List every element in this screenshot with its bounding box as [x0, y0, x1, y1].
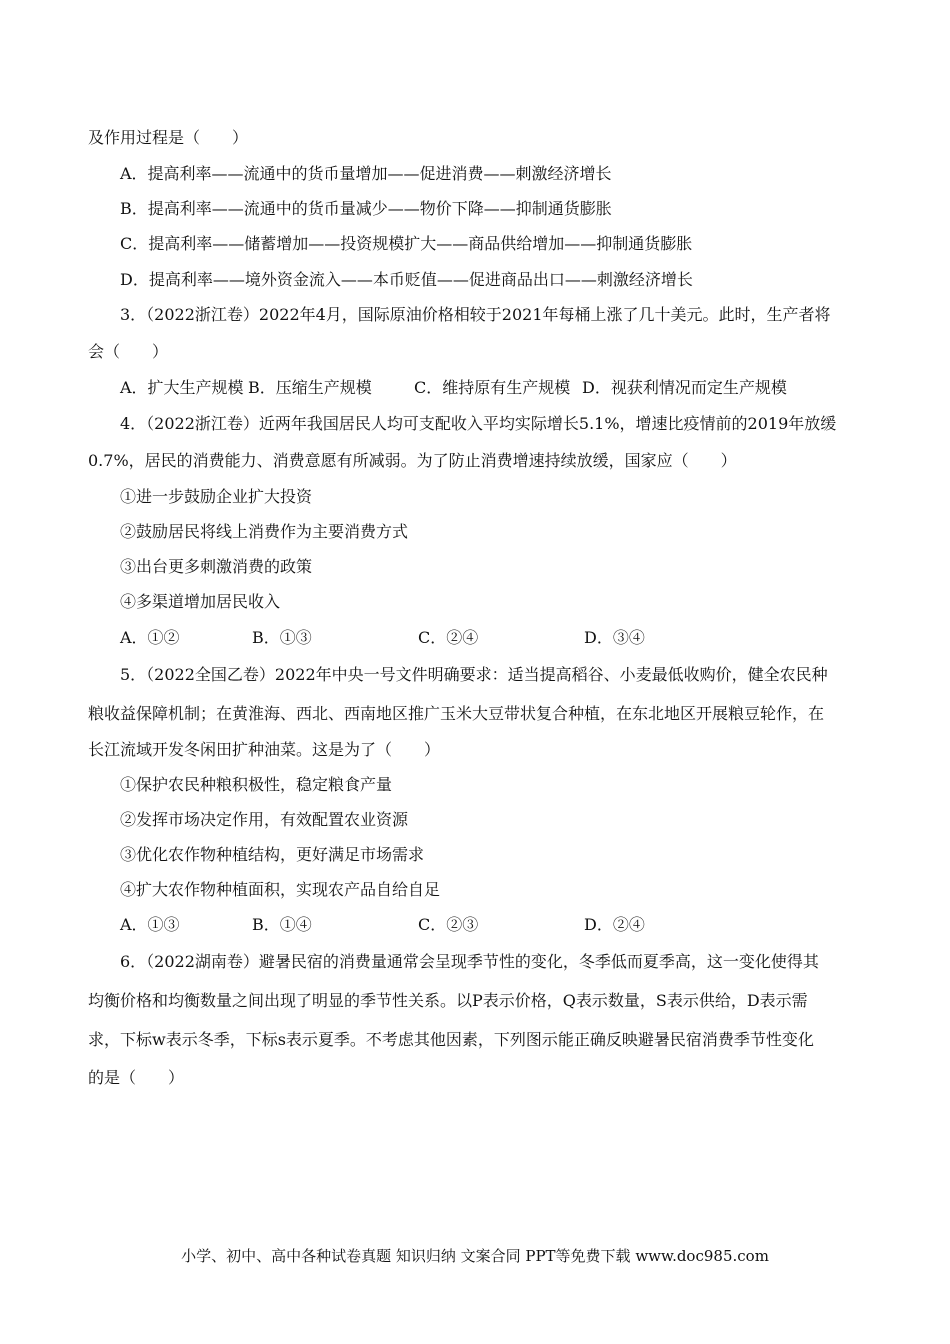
q4-stem-line1: 4．（2022浙江卷）近两年我国居民人均可支配收入平均实际增长5.1%，增速比疫情前的2019年放缓 [120, 414, 837, 433]
q5-stem-line2: 粮收益保障机制；在黄淮海、西北、西南地区推广玉米大豆带状复合种植，在东北地区开展粮豆轮作，在 [88, 704, 825, 723]
q4-item-3: ③出台更多刺激消费的政策 [120, 557, 313, 576]
q5-item-3: ③优化农作物种植结构，更好满足市场需求 [120, 845, 425, 864]
q4-option-c: C．②④ [418, 628, 479, 647]
q3-option-a: A．扩大生产规模 [120, 378, 244, 397]
q3-option-d: D．视获利情况而定生产规模 [582, 378, 787, 397]
q4-item-1: ①进一步鼓励企业扩大投资 [120, 487, 313, 506]
q3-option-c: C．维持原有生产规模 [414, 378, 571, 397]
q5-item-1: ①保护农民种粮积极性，稳定粮食产量 [120, 775, 393, 794]
q5-stem-line1: 5．（2022全国乙卷）2022年中央一号文件明确要求：适当提高稻谷、小麦最低收购价，健全农民种 [120, 665, 828, 684]
q4-item-2: ②鼓励居民将线上消费作为主要消费方式 [120, 522, 409, 541]
q4-stem-line2: 0.7%，居民的消费能力、消费意愿有所减弱。为了防止消费增速持续放缓，国家应（ ） [88, 451, 737, 470]
q2-option-d: D．提高利率——境外资金流入——本币贬值——促进商品出口——刺激经济增长 [120, 270, 693, 289]
q5-option-b: B．①④ [252, 915, 312, 934]
q5-item-4: ④扩大农作物种植面积，实现农产品自给自足 [120, 880, 441, 899]
q4-option-d: D．③④ [584, 628, 645, 647]
q4-options [120, 628, 645, 648]
q5-stem-line3: 长江流域开发冬闲田扩种油菜。这是为了（ ） [88, 740, 441, 759]
q6-stem-line2: 均衡价格和均衡数量之间出现了明显的季节性关系。以P表示价格，Q表示数量，S表示供给，D表示需 [88, 991, 808, 1010]
q6-stem-line1: 6．（2022湖南卷）避暑民宿的消费量通常会呈现季节性的变化，冬季低而夏季高，这一变化使得其 [120, 952, 819, 971]
q5-option-c: C．②③ [418, 915, 479, 934]
q4-item-4: ④多渠道增加居民收入 [120, 592, 281, 611]
q5-option-a: A．①③ [120, 915, 180, 934]
q3-option-b: B．压缩生产规模 [248, 378, 372, 397]
q4-option-a: A．①② [120, 628, 180, 647]
q5-item-2: ②发挥市场决定作用，有效配置农业资源 [120, 810, 409, 829]
q3-stem-line2: 会（ ） [88, 342, 169, 361]
q2-option-c: C．提高利率——储蓄增加——投资规模扩大——商品供给增加——抑制通货膨胀 [120, 234, 693, 253]
q2-option-b: B．提高利率——流通中的货币量减少——物价下降——抑制通货膨胀 [120, 199, 612, 218]
q3-options [120, 378, 787, 398]
q2-option-a: A．提高利率——流通中的货币量增加——促进消费——刺激经济增长 [120, 164, 612, 183]
q5-option-d: D．②④ [584, 915, 645, 934]
q6-stem-line4: 的是（ ） [88, 1068, 185, 1087]
q3-stem-line1: 3．（2022浙江卷）2022年4月，国际原油价格相较于2021年每桶上涨了几十美元。此时，生产者将 [120, 305, 831, 324]
page-footer: 小学、初中、高中各种试卷真题 知识归纳 文案合同 PPT等免费下载 www.doc985.com [181, 1247, 769, 1265]
q6-stem-line3: 求，下标w表示冬季，下标s表示夏季。不考虑其他因素，下列图示能正确反映避暑民宿消费季节性变化 [88, 1030, 814, 1049]
q2-stem-tail: 及作用过程是（ ） [88, 128, 249, 147]
q5-options [120, 915, 645, 935]
q4-option-b: B．①③ [252, 628, 312, 647]
